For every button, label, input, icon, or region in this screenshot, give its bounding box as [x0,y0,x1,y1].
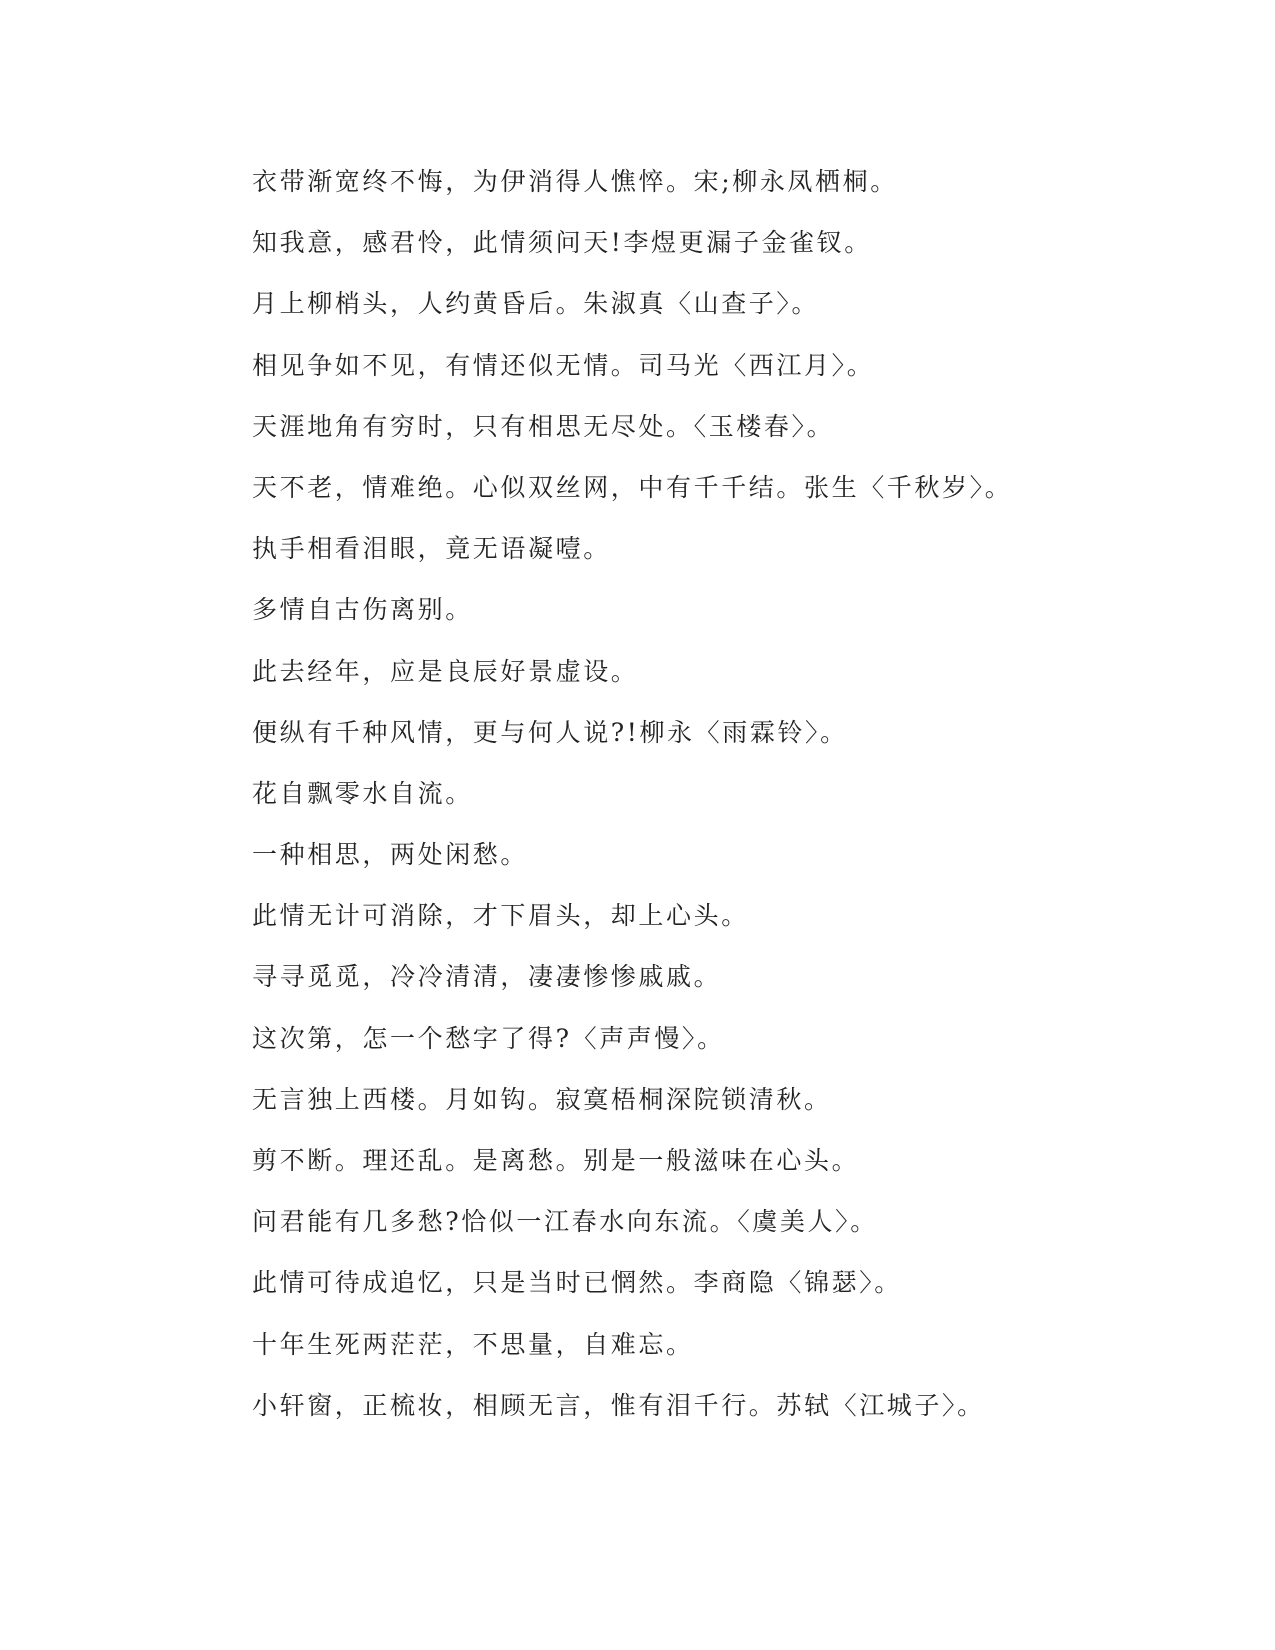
text-line: 衣带渐宽终不悔，为伊消得人憔悴。宋;柳永凤栖桐。 [252,167,898,196]
text-line: 便纵有千种风情，更与何人说?!柳永〈雨霖铃〉。 [252,717,848,747]
text-line: 执手相看泪眼，竟无语凝噎。 [252,534,611,564]
text-line: 天不老，情难绝。心似双丝网，中有千千结。张生〈千秋岁〉。 [252,472,1013,502]
text-line: 寻寻觅觅，冷冷清清，凄凄惨惨戚戚。 [252,962,722,992]
text-line: 天涯地角有穷时，只有相思无尽处。〈玉楼春〉。 [252,411,835,441]
text-line: 相见争如不见，有情还似无情。司马光〈西江月〉。 [252,350,875,380]
text-line: 此去经年，应是良辰好景虚设。 [252,656,639,686]
text-line: 知我意，感君怜，此情须问天!李煜更漏子金雀钗。 [252,228,872,258]
text-line: 花自飘零水自流。 [252,778,473,808]
text-line: 此情可待成追忆，只是当时已惘然。李商隐〈锦瑟〉。 [252,1268,902,1298]
text-line: 十年生死两茫茫，不思量，自难忘。 [252,1329,694,1359]
text-line: 这次第，怎一个愁字了得?〈声声慢〉。 [252,1023,725,1053]
text-line: 一种相思，两处闲愁。 [252,840,529,870]
text-line: 月上柳梢头，人约黄昏后。朱淑真〈山查子〉。 [252,289,820,319]
text-line: 多情自古伤离别。 [252,595,473,625]
text-line: 小轩窗，正梳妆，相顾无言，惟有泪千行。苏轼〈江城子〉。 [252,1390,985,1420]
text-line: 剪不断。理还乱。是离愁。别是一般滋味在心头。 [252,1146,860,1175]
text-line: 此情无计可消除，才下眉头，却上心头。 [252,901,749,931]
text-line: 问君能有几多愁?恰似一江春水向东流。〈虞美人〉。 [252,1207,878,1237]
text-line: 无言独上西楼。月如钩。寂寞梧桐深院锁清秋。 [252,1084,832,1114]
poem-lines [252,162,1152,1447]
